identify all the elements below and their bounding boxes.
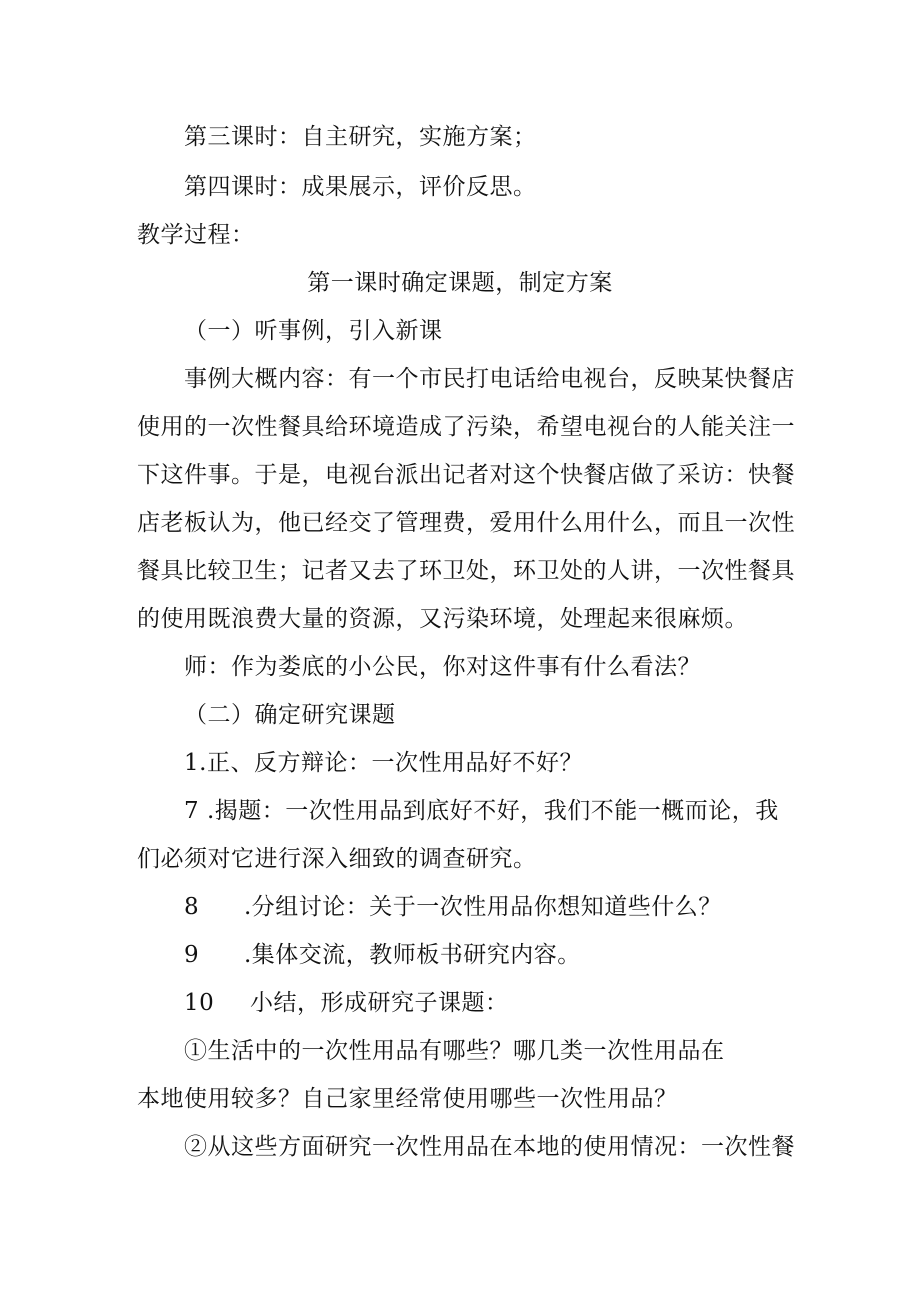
teacher-question: 师：作为娄底的小公民，你对这件事有什么看法？ [184,654,701,680]
item-text: .分组讨论：关于一次性用品你想知道些什么？ [244,894,722,920]
subheading-2: （二）确定研究课题 [184,702,396,728]
item-number: 8 [184,894,200,920]
list-item-7: 7 .揭题：一次性用品到底好不好，我们不能一概而论，我 [184,798,779,824]
paragraph-line: 事例大概内容：有一个市民打电话给电视台，反映某快餐店 [184,366,795,392]
paragraph-line: 的使用既浪费大量的资源，又污染环境，处理起来很麻烦。 [137,606,748,632]
schedule-line-3: 第三课时：自主研究，实施方案； [184,124,537,150]
paragraph-line: 下这件事。于是，电视台派出记者对这个快餐店做了采访：快餐 [137,462,795,488]
list-item-8 [184,892,722,922]
paragraph-line: 店老板认为，他已经交了管理费，爱用什么用什么，而且一次性 [137,510,795,536]
list-item-7-cont: 们必须对它进行深入细致的调查研究。 [137,846,537,872]
subtopic-1: ①生活中的一次性用品有哪些？哪几类一次性用品在 [184,1038,725,1064]
list-item-1: 1.正、反方辩论：一次性用品好不好？ [184,750,583,776]
subheading-1: （一）听事例，引入新课 [184,318,443,344]
item-number: 10 [184,990,215,1016]
item-number: 9 [184,942,200,968]
list-item-10 [184,988,509,1018]
subtopic-2: ②从这些方面研究一次性用品在本地的使用情况：一次性餐 [184,1134,795,1160]
schedule-line-4: 第四课时：成果展示，评价反思。 [184,174,537,200]
list-item-9 [184,940,581,970]
paragraph-line: 使用的一次性餐具给环境造成了污染，希望电视台的人能关注一 [137,414,795,440]
item-text: .集体交流，教师板书研究内容。 [244,942,581,968]
item-text: 小结，形成研究子课题： [250,990,509,1016]
section-heading-process: 教学过程： [137,222,255,248]
subtopic-1-cont: 本地使用较多？自己家里经常使用哪些一次性用品？ [137,1086,678,1112]
lesson-title: 第一课时确定课题，制定方案 [307,270,613,296]
paragraph-line: 餐具比较卫生；记者又去了环卫处，环卫处的人讲，一次性餐具 [137,558,795,584]
